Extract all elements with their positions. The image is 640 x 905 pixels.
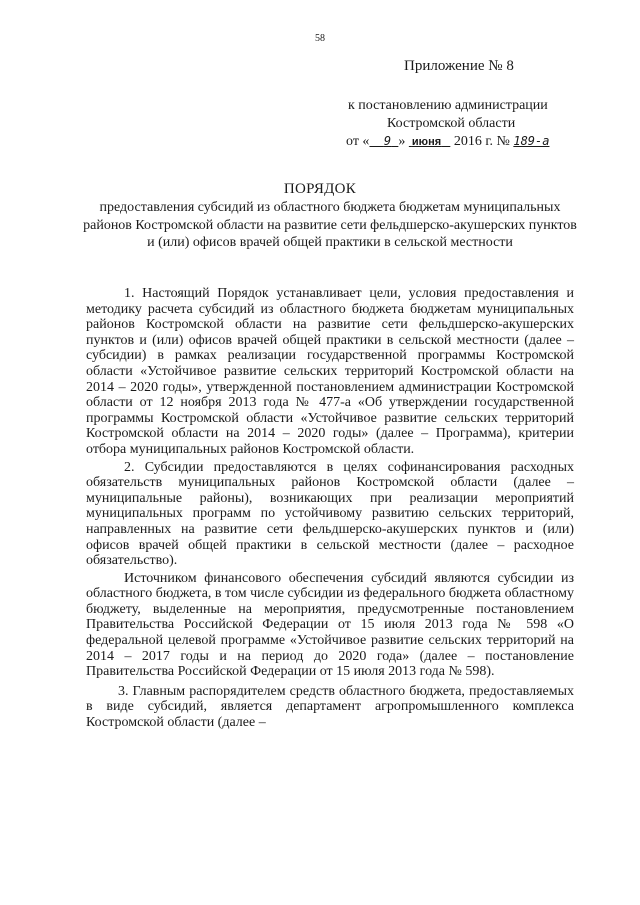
page-number: 58 — [315, 33, 325, 44]
paragraph-3: Источником финансового обеспечения субсидий являются субсидии из областного бюджета, в том числе субсидии из федерального бюджета областному бюджету, выделенные на мероприятия, предусмотренные постановлением Правительства Российской Федерации от 15 июля 2013 года № 598 «О федеральной целевой программе «Устойчивое развитие сельских территорий на 2014 – 2017 годы и на период до 2020 года» (далее – постановление Правительства Российской Федерации от 15 июля 2013 года № 598). — [86, 570, 574, 680]
date-mid: » — [398, 134, 406, 149]
date-month: июня — [411, 136, 442, 148]
region-name: Костромской области — [387, 116, 516, 131]
resolution-number: 189-а — [513, 134, 550, 148]
date-year: 2016 г. № — [453, 134, 510, 149]
date-prefix: от « — [346, 134, 370, 149]
document-title: ПОРЯДОК — [283, 181, 357, 197]
resolution-reference: к постановлению администрации — [348, 98, 548, 113]
paragraph-2: 2. Субсидии предоставляются в целях софинансирования расходных обязательств муниципальных районов Костромской области (далее – муниципальные районы), возникающих при реализации мероприятий муниципальных программ по устойчивому развитию сельских территорий, направленных на развитие сети фельдшерско-акушерских пунктов и (или) офисов врачей общей практики в сельской местности (далее – расходное обязательство). — [86, 459, 574, 569]
date-day: 9 — [383, 134, 392, 148]
resolution-date-line — [346, 134, 549, 150]
paragraph-4: 3. Главным распорядителем средств областного бюджета, предоставляемых в виде субсидий, является департамент агропромышленного комплекса Костромской области (далее – — [86, 683, 574, 731]
appendix-label: Приложение № 8 — [404, 58, 514, 74]
document-subtitle: предоставления субсидий из областного бюджета бюджетам муниципальных районов Костромской области на развитие сети фельдшерско-акушерских пунктов и (или) офисов врачей общей практики в сельской местности — [83, 200, 577, 250]
paragraph-1: 1. Настоящий Порядок устанавливает цели, условия предоставления и методику расчета субсидий из областного бюджета бюджетам муниципальных районов Костромской области на развитие сети фельдшерско-акушерских пунктов и (или) офисов врачей общей практики в сельской местности (далее – субсидии) в рамках реализации государственной программы Костромской области «Устойчивое развитие сельских территорий Костромской области на 2014 – 2020 годы», утвержденной постановлением администрации Костромской области от 12 ноября 2013 года № 477-а «Об утверждении государственной программы Костромской области «Устойчивое развитие сельских территорий Костромской области на 2014 – 2020 годы» (далее – Программа), критерии отбора муниципальных районов Костромской области. — [86, 286, 574, 457]
document-body — [86, 286, 574, 733]
